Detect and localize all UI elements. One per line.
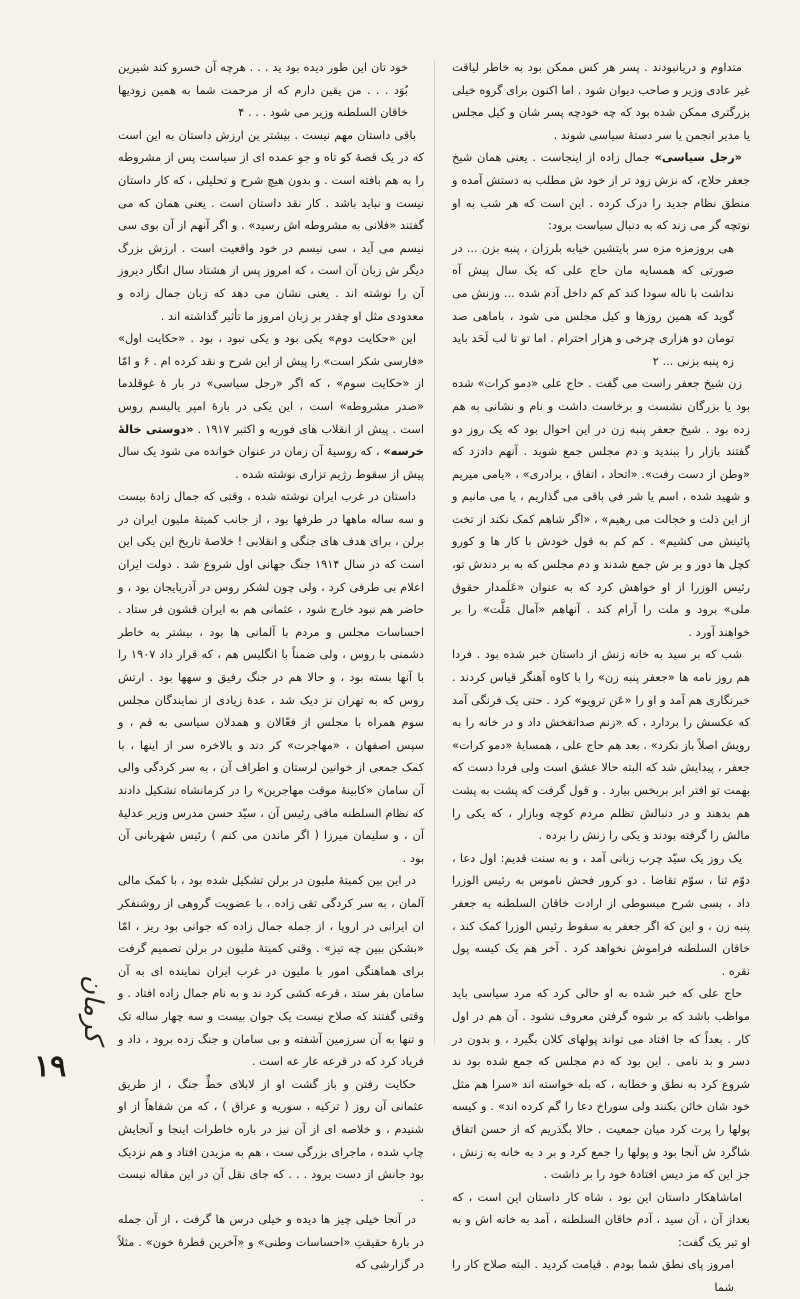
bold-title: «دوستی خالهٔ خرسه» (118, 421, 424, 459)
paragraph (118, 327, 424, 485)
paragraph: در این بین کمیتهٔ ملیون در برلن تشکیل شده بود ، با کمک مالی آلمان ، به سر کردگی تقی زاده ، با عضویت گروهی از روشنفکر ان ایرانی در اروپا ، از جمله جمال زاده که جوانی بود ریز ، امّا «بشکن ببین چه تیز» . وقتی کمیتهٔ ملیون در برلن تصمیم گرفت برای هماهنگی امور با ملیون در غرب ایران نماینده ای به آن سامان بفر ستد ، قرعه کشی کرد ند و به نام جمال زاده افتاد . و وقتی گفتند که صلاح نیست یک جوان بیست و سه چهار ساله تک و تنها به آن سرزمین آشفته و بی سامان و جنگ زده برود ، داد و فریاد کرد که در قرعه عار عه است . (118, 873, 424, 1069)
paragraph (452, 146, 750, 236)
paragraph: زن شیخ جعفر راست می گفت . حاج علی «دمو کرات» شده بود یا بزرگان نشست و برخاست داشت و نام و نشانی به هم زده بود . شیخ جعفر پنبه زن در این احوال بود که یک روز دو گفتند بازار را ببندید و دم مجلس جمع شوید . آنهم دادزد که «وطن از دست رفت». «اتحاد ، اتفاق ، برادری» ، «یامی میریم و شهید شده ، اسم یا شر فی باقی می گذاریم ، یا می مانیم و از این ذلت و خجالت می رهیم» ، «اگر شاهم کمک نکند از تخت پائینش می کشیم» . کم کم به قول خودش با کار ها و کورو کچل ها دور و بر ش جمع شدند و دم مجلس که به بر دندش تو، رئیس الوزرا از او خواهش کرد که به عنوان «عَلَمدار حقوق ملی» برود و ملت را آرام کند . آنهاهم «آمال مَلَّت» را بر خواهند آورد . (452, 376, 750, 639)
quote-block: هی بروزمزه مزه سر بایتشین خیابه بلرزان ، پنبه بزن ... در صورتی که همسایه مان حاج علی که یک سال پیش آه نداشت با ناله سودا کند کم کم داخل آدم شده ... وزنش می گوید که همین روزها و کیل مجلس می شود ، باماهی صد تومان دو هزاری چرخی و هزار احترام . اما تو تا لب لَحَد باید زه پنبه بزنی ... ۲ (452, 240, 734, 368)
paragraph-text: ، که روسیهٔ آن زمان در عنوان خوانده می شود یک سال پیش از سقوط رژیم تزاری نوشته شده . (118, 444, 424, 481)
paragraph: داستان در غرب ایران نوشته شده ، وقتی که جمال زادهٔ بیست و سه ساله ماهها در طرفها بود ، از جانب کمیتهٔ ملیون ایران در برلن ، برای هدف های جنگی و انقلابی ! خلاصهٔ تاریخ این یکی این است که در سال ۱۹۱۴ جنگ جهانی اول شروع شد . دولت ایران اعلام بی طرفی کرد ، ولی چون لشکر روس در آذربایجان بود ، و حاضر هم نبود خارج شود ، عثمانی هم به ایران قشون فر ستاد . احساسات مجلس و مردم با آلمانی ها بود ، بیشتر به خاطر دشمنی با روس ، ولی ضمناً با انگلیس هم ، که قرار داد ۱۹۰۷ را با آنها بسته بود ، و حالا هم در جنگ رفیق و سهها بود . ارتش روس که به تهران نز دیک شد ، عدهٔ زیادی از نمایندگان مجلس سوم همراه با مجلس از فعّالان و همدلان سیاسی به قم ، و سپس اصفهان ، «مهاجرت» کر دند و بالاخره سر از اینها ، با کمک جمعی از خوانین لرستان و اطراف آن ، به سر کردگی والی آن سامان «کابینهٔ موقت مهاجرین» را در کرمانشاه تشکیل دادند که نظام السلطنه مافی رئیس آن ، سیّد حسن مدرس وزیر عدلیهٔ آن ، و سلیمان میرزا ( اگر ماندن می کنم ) رئیس شهربانی آن بود . (118, 489, 424, 865)
quote-block: امروز پای نطق شما بودم . قیامت کردید . البته صلاح کار را شما (452, 1257, 734, 1295)
paragraph-text: جمال زاده از اینجاست . یعنی همان شیخ جعفر حلاج، که نزش زود تر از خود ش مطلب به دستش آمده و منطق نظام جدید را درک کرده . این است که هر شب به او نوتچه گر می زند که به دنبال سیاست برود: (452, 150, 750, 233)
right-column (452, 56, 750, 1295)
left-column (118, 56, 425, 1272)
paragraph: اماشاهکار داستان این بود ، شاه کار داستان این است ، که بعداز آن ، آن سید ، آدم خاقان السلطنه ، آمد به خانه اش و به او تبر یک گفت: (452, 1189, 750, 1249)
paragraph: یک روز یک سیّد چرب زبانی آمد ، و به سنت قدیم: اول دعا ، دوّم ثنا ، سوّم تقاضا . دو کرور فحش ناموس به رئیس الوزرا داد ، بسی شرح مبسوطی از ارادت خاقان السلطنه به جعفر پنبه زن ، و این که اگر جعفر به سقوط رئیس الوزرا کمک کند ، خاقان السلطنه فراموش نخواهد کرد . آخر هم یک کیسه پول نقره . (452, 850, 750, 978)
paragraph: باقی داستان مهم نیست . بیشتر ین ارزش داستان به این است که در یک قصهٔ کو تاه و جو عمده ای از سیاست پس از مشروطه را به هم بافته است . و بدون هیچ شرح و تحلیلی ، که کار داستان نیست و نباید باشد . کار نقد داستان است . یعنی همان که می گفتند «فلانی به مشروطه اش رسید» . و اگر آنهم از آن بوی سی نیسم می آید ، سی نیسم در خود واقعیت است . ارزش بزرگ دیگر ش زبان آن است ، که امروز پس از هشتاد سال انگار دیروز آن را نوشته اند . یعنی نشان می دهد که زبان جمال زاده و معدودی مثل او چقدر بر زبان امروز ما تأثیر گذاشته اند . (118, 127, 424, 323)
paragraph: شب که بر سید به خانه زنش از داستان خبر شده بود . فردا هم روز نامه ها «جعفر پنبه زن» را با کاوه آهنگر قیاس کردند . خبرنگاری هم آمد و او را «عَن ترویو» کرد . حتی یک فرنگی آمد که عکسش را بردارد ، که «زنم صداتفخش داد و در خانه را به رویش اصلاً باز نکرد» . بعد هم حاج علی ، همسایهٔ «دمو کرات» جعفر ، پیدایش شد که البته حالا عشق است ولی فردا دست که بهمت تو افتر ابر بربخس بیارد . و قول گرفت که پشت به پشت هم بدهند و در دنبالش تظلم مردم کوچه وبازار ، که یکی را مالش را گرفته بودند و یکی را زنش را برده . (452, 647, 750, 843)
paragraph: متداوم و دریانبودند . پسر هر کس ممکن بود به خاطر لیاقت غیر عادی وزیر و صاحب دیوان شود . اما اکنون برای گروه خیلی بزرگتری ممکن شده بود که چه خودچه پسر شان و کیل مجلس یا مدیر انجمن یا سر دستهٔ سیاسی شوند . (452, 60, 750, 142)
paragraph: حکایت رفتن و باز گشت او از لابلای خطِّ جنگ ، از طریق عثمانی آن روز ( ترکیه ، سوریه و عراق ) ، که من شفاهاً از او شنیدم ، و خلاصه ای از آن نیز در باره خاطرات اینجا و آنجایش چاپ شده ، ماجرای بزرگی ست ، هم به مزیدن افتاد و هم نزدیک بود جانش از دست برود . . . که جای نقل آن در این مقاله نیست . (118, 1076, 424, 1204)
magazine-logo: کرمان (78, 975, 108, 1043)
quote-block: خود تان این طور دیده بود ید . . . هرچه آن خسرو کند شیرین بُوَد . . . من یقین دارم که از مرحمت شما به همین زودیها خاقان السلطنه وزیر می شود . . . ۴ (118, 60, 408, 120)
page-number: ۱۹ (34, 1049, 67, 1084)
column-divider (434, 60, 435, 1045)
paragraph: در آنجا خیلی چیز ها دیده و خیلی درس ها گرفت ، از آن جمله در بارهٔ حقیقتِ «احساسات وطنی» و «آخرین قطرهٔ خون» . مثلاً در گزارشی که (118, 1212, 424, 1272)
paragraph-text: این «حکایت دوم» یکی بود و یکی نبود ، بود . «حکایت اول» «فارسی شکر است» را پیش از این شرح و نقد کرده ام . ۶ و امّا از «حکایت سوم» ، که اگر «رجل سیاسی» در بار هٔ غوقلدما «صدر مشروطه» است ، این یکی در بارهٔ امپر یالیسم روس است . پیش از انقلاب های فوریه و اکتبر ۱۹۱۷ . (118, 331, 425, 436)
bold-title: «رجل سیاسی» (654, 150, 742, 165)
paragraph: حاج علی که خبر شده به او حالی کرد که مرد سیاسی باید مواظب باشد که بر شوه گرفتن معروف نشود . آن هم در اول کار . بعداً که جا افتاد می تواند پولهای کلان بگیرد ، و بدون در دسر و بد نامی . این بود که دم مجلس که جمع شده بود ند شروع کرد به نطق و خطابه ، که بله خواسته اند «سرا هم مثل خود شان خائن بکنند ولی سوراخ دعا را گم کرده اند» . و کیسه پولها را پرت کرد میان جمعیت . حالا بگذریم که از حسن اتفاق شاگرد ش آنجا بود و پولها را جمع کرد و بر د به خانه به زنش ، جز این که مز دیس افتادهٔ خود را بر داشت . (452, 986, 750, 1182)
